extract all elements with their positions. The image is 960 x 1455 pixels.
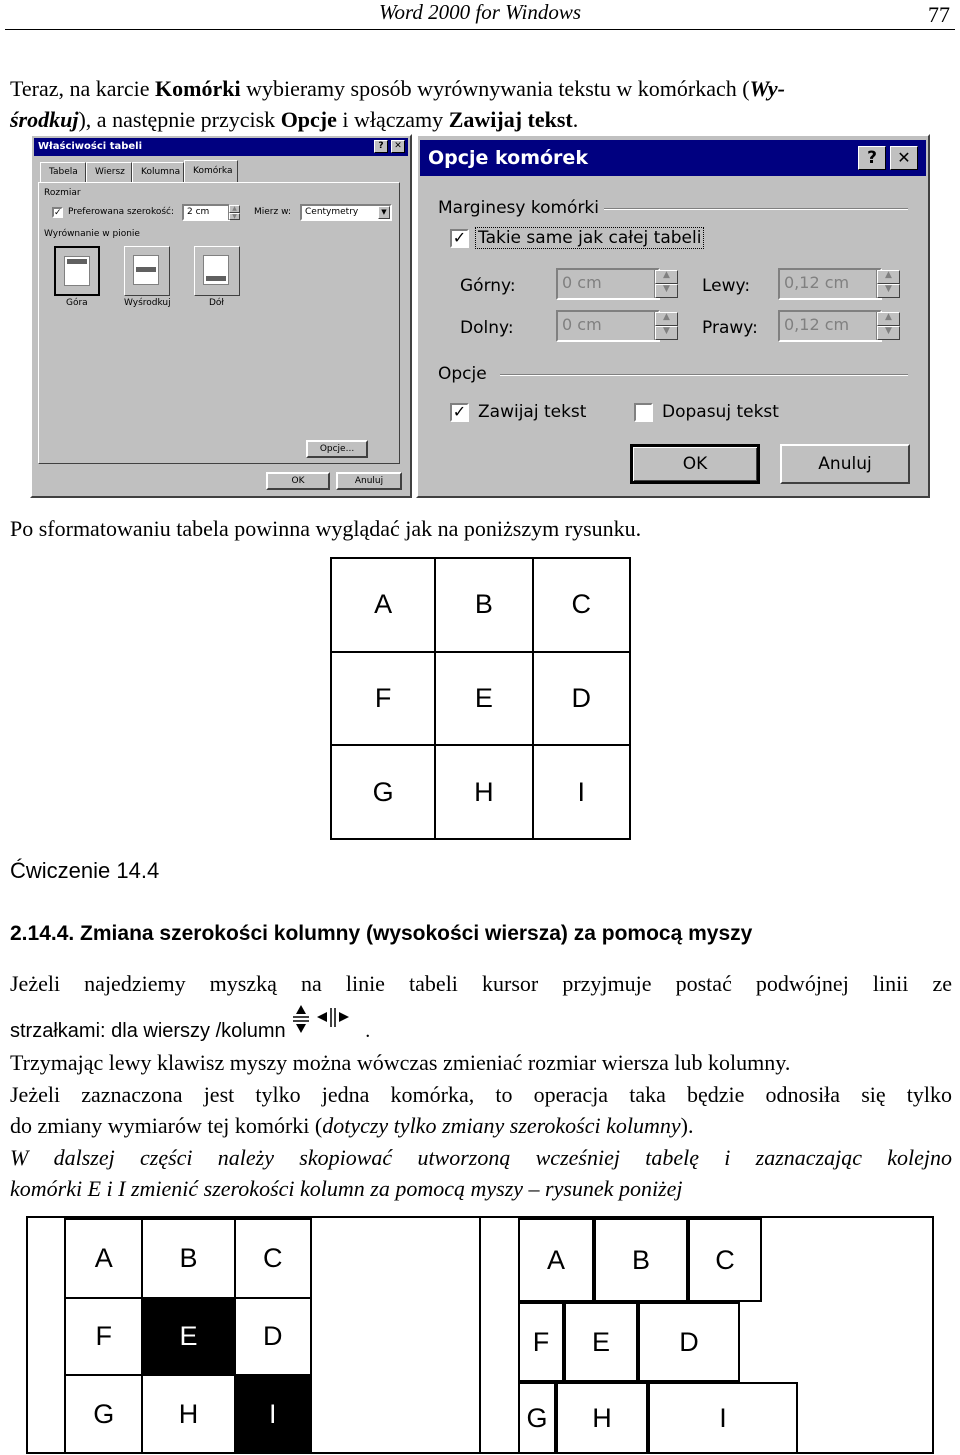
table-cell: C (533, 558, 630, 652)
group-divider (604, 208, 908, 210)
figure-divider (479, 1216, 481, 1454)
dialog-titlebar (420, 140, 926, 176)
body-text: do zmiany wymiarów tej komórki ( (10, 1113, 323, 1138)
intro-text: i włączamy (336, 107, 449, 132)
table-cell: F (65, 1298, 142, 1376)
after-format-text: Po sformatowaniu tabela powinna wyglądać jak na poniższym rysunku. (10, 516, 642, 541)
resize-cursor-icons (291, 1015, 365, 1043)
table-cell: D (235, 1298, 311, 1376)
intro-text: wybieramy sposób wyrównywania tekstu w komórkach ( (240, 76, 750, 101)
valign-bottom-label: Dół (209, 298, 224, 308)
table-cell: D (533, 652, 630, 746)
intro-bold-komorki: Komórki (155, 76, 241, 101)
valign-top-tile[interactable] (54, 246, 100, 296)
same-as-table-label: Takie same jak całej tabeli (478, 228, 702, 248)
valign-top-label: Góra (66, 298, 88, 308)
help-icon[interactable]: ? (374, 140, 388, 153)
table-cell: H (435, 745, 532, 839)
result-table (330, 557, 631, 840)
tab-kolumna[interactable]: Kolumna (132, 162, 184, 182)
intro-text: ), a następnie przycisk (78, 107, 281, 132)
dialog-titlebar (34, 138, 408, 156)
body-line-cursor (10, 1015, 370, 1047)
table-cell: C (235, 1219, 311, 1298)
width-spinner[interactable]: ▲ ▼ (228, 205, 240, 220)
table-cell: B (594, 1218, 688, 1302)
table-row (331, 558, 630, 652)
valign-bottom-tile[interactable] (194, 246, 240, 296)
intro-bold-opcje: Opcje (280, 107, 337, 132)
table-row (331, 745, 630, 839)
right-margin-input[interactable]: 0,12 cm (778, 310, 882, 342)
margins-group-label: Marginesy komórki (438, 198, 600, 218)
table-cell: E (142, 1298, 234, 1376)
table-row (518, 1382, 798, 1454)
measure-label: Mierz w: (254, 207, 291, 217)
ok-button[interactable]: OK (266, 472, 330, 490)
table-cell: D (638, 1302, 740, 1382)
cell-options-dialog (416, 134, 930, 498)
table-cell: B (435, 558, 532, 652)
tab-tabela[interactable]: Tabela (40, 162, 86, 182)
resized-table (518, 1218, 798, 1454)
intro-text: Teraz, na karcie (10, 76, 156, 101)
left-margin-label: Lewy: (702, 276, 751, 296)
table-cell: I (648, 1382, 798, 1454)
header-rule (5, 29, 955, 30)
fit-text-checkbox[interactable] (634, 403, 653, 422)
table-cell: A (65, 1219, 142, 1298)
table-cell: H (142, 1375, 234, 1453)
size-group-label: Rozmiar (44, 188, 81, 198)
body-line-italic: W dalszej części należy skopiować utworzoną wcześniej tabelę i zaznaczając kolejno (10, 1145, 952, 1170)
left-margin-input[interactable]: 0,12 cm (778, 268, 882, 300)
wrap-text-checkbox[interactable]: ✓ (450, 403, 469, 422)
resize-cursor-icon (291, 1003, 365, 1037)
group-divider (500, 374, 908, 376)
right-margin-label: Prawy: (702, 318, 758, 338)
right-margin-spinner[interactable]: ▲ ▼ (876, 312, 900, 340)
body-text: . (365, 1020, 371, 1042)
table-cell: G (518, 1382, 556, 1454)
tab-panel (38, 182, 400, 464)
intro-italic-srodkuj: środkuj (10, 107, 79, 132)
body-line: Trzymając lewy klawisz myszy można wówczas zmieniać rozmiar wiersza lub kolumny. (10, 1050, 791, 1075)
valign-group-label: Wyrównanie w pionie (44, 229, 140, 239)
top-margin-label: Górny: (460, 276, 516, 296)
table-cell: C (688, 1218, 762, 1302)
close-icon[interactable]: ✕ (391, 140, 405, 153)
body-italic-text: dotyczy tylko zmiany szerokości kolumny (322, 1113, 681, 1138)
bottom-margin-label: Dolny: (460, 318, 514, 338)
table-row (331, 652, 630, 746)
dialog-title: Opcje komórek (428, 147, 588, 169)
valign-center-tile[interactable] (124, 246, 170, 296)
section-heading: 2.14.4. Zmiana szerokości kolumny (wysokości wiersza) za pomocą myszy (10, 922, 753, 945)
page-number: 77 (928, 2, 950, 27)
valign-center-label: Wyśrodkuj (124, 298, 171, 308)
bottom-margin-input[interactable]: 0 cm (556, 310, 660, 342)
table-row (65, 1298, 311, 1376)
selection-table (64, 1218, 312, 1454)
wrap-text-label: Zawijaj tekst (478, 402, 587, 422)
body-text: strzałkami: dla wierszy /kolumn (10, 1020, 286, 1042)
body-line: Jeżeli zaznaczona jest tylko jedna komórka, to operacja taka będzie odnosiła się tylko (10, 1082, 952, 1107)
preferred-width-label: Preferowana szerokość: (68, 207, 175, 217)
body-line-italic: komórki E i I zmienić szerokości kolumn za pomocą myszy – rysunek poniżej (10, 1176, 683, 1201)
table-properties-dialog (30, 134, 412, 498)
bottom-margin-spinner[interactable]: ▲ ▼ (654, 312, 678, 340)
intro-text: . (572, 107, 579, 132)
options-group-label: Opcje (438, 364, 487, 384)
top-margin-input[interactable]: 0 cm (556, 268, 660, 300)
ok-button[interactable]: OK (630, 444, 760, 484)
help-icon[interactable]: ? (858, 146, 886, 170)
preferred-width-input[interactable]: 2 cm (182, 204, 230, 221)
running-header: Word 2000 for Windows (378, 0, 582, 24)
measure-select[interactable]: Centymetry (300, 204, 392, 221)
table-cell: F (331, 652, 435, 746)
table-cell: A (518, 1218, 594, 1302)
close-icon[interactable]: ✕ (890, 146, 918, 170)
options-button[interactable]: Opcje... (306, 440, 368, 458)
table-cell: H (556, 1382, 648, 1454)
table-cell: G (331, 745, 435, 839)
table-cell: E (435, 652, 532, 746)
same-as-table-checkbox[interactable]: ✓ (450, 229, 469, 248)
fit-text-label: Dopasuj tekst (662, 402, 779, 422)
body-text: ). (680, 1113, 694, 1138)
body-line (10, 1110, 693, 1141)
left-margin-spinner[interactable]: ▲ ▼ (876, 270, 900, 298)
preferred-width-checkbox[interactable]: ✓ (54, 208, 62, 218)
table-row (65, 1219, 311, 1298)
cancel-button[interactable]: Anuluj (336, 472, 402, 490)
table-cell: A (331, 558, 435, 652)
table-cell: I (533, 745, 630, 839)
body-line: Jeżeli najedziemy myszką na linie tabeli kursor przyjmuje postać podwójnej linii ze (10, 971, 952, 996)
table-row (65, 1375, 311, 1453)
exercise-label: Ćwiczenie 14.4 (10, 858, 160, 883)
table-cell: F (518, 1302, 564, 1382)
top-margin-spinner[interactable]: ▲ ▼ (654, 270, 678, 298)
intro-italic-wy: Wy- (749, 76, 786, 101)
table-row (518, 1302, 798, 1382)
table-row (518, 1218, 798, 1302)
table-cell: B (142, 1219, 234, 1298)
dialog-title: Właściwości tabeli (38, 141, 143, 152)
table-cell: I (235, 1375, 311, 1453)
chevron-down-icon[interactable]: ▼ (378, 206, 390, 219)
intro-bold-zawijaj: Zawijaj tekst (448, 107, 573, 132)
intro-paragraph (10, 73, 952, 135)
tab-komorka[interactable]: Komórka (184, 160, 238, 182)
table-cell: G (65, 1375, 142, 1453)
cancel-button[interactable]: Anuluj (780, 444, 910, 484)
tab-wiersz[interactable]: Wiersz (86, 162, 132, 182)
table-cell: E (564, 1302, 638, 1382)
